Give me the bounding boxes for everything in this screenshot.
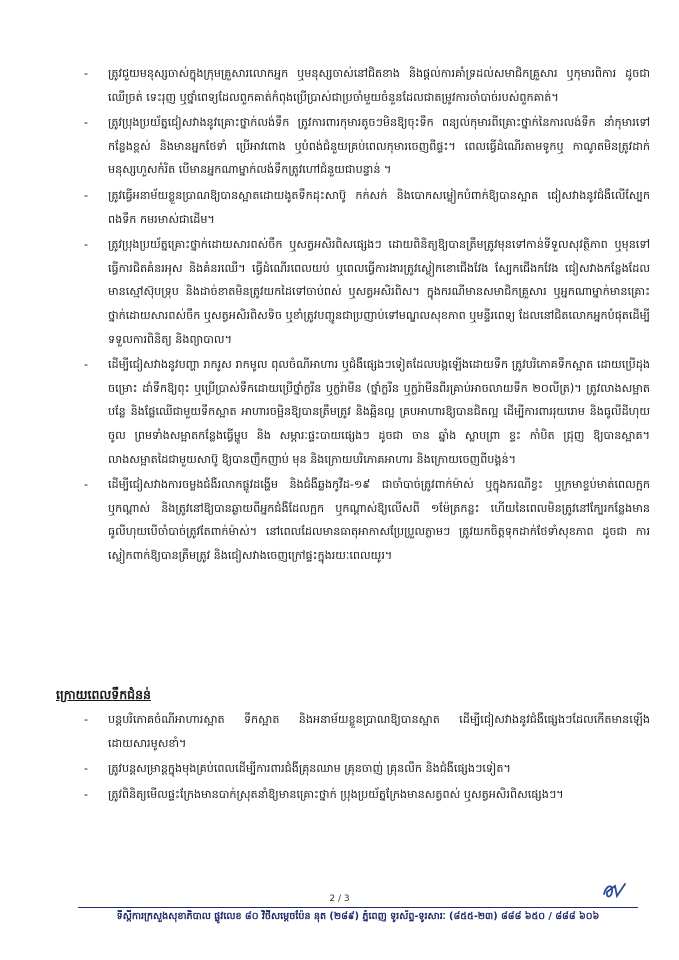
list-item-text: បន្តបរិភោគចំណីអាហារស្អាត ទឹកស្អាត និងអនាម័យខ្លួនប្រាណឱ្យបានស្អាត ដើម្បីជៀសវាងនូវជំងឺផ្សេងៗដែលកើតមានឡើងដោយសារមូសខាំ។ (108, 713, 650, 750)
bullet-dash: - (84, 238, 89, 252)
bullet-dash: - (84, 713, 89, 726)
bullet-dash: - (84, 67, 89, 80)
list-item (82, 233, 650, 351)
list-item-text: ដើម្បីជៀសវាងការចម្លងជំងឺរលាកផ្លូវដង្ហើម និងជំងឺឆ្លងកូវីដ-១៩ ជាចាំបាច់ត្រូវពាក់ម៉ាស់ ឬក្នុងករណីខ្វះ ឬក្រមាខ្ទប់មាត់ពេលក្អក ឬកណ្តាស់ និងត្រូវនៅឱ្យបានឆ្ងាយពីអ្នកជំងឺដែលក្អក ឬកណ្តាស់ឱ្យលើសពី ១ម៉ែត្រកន្លះ ហើយនៃពេលមិនត្រូវនៅក្បែរកន្លែងមានធូលីហុយបើចាំបាច់ត្រូវតែពាក់ម៉ាស់។ នៅពេលដែលមានធាតុអាកាសប្រែប្រួលភ្លាមៗ ត្រូវយកចិត្តទុកដាក់ថែទាំសុខភាព ដូចជា ការស្លៀកពាក់ឱ្យបានត្រឹមត្រូវ និងជៀសវាងចេញក្រៅផ្ទះក្នុងរយៈពេលយូរ។ (108, 478, 650, 562)
bullet-dash: - (84, 762, 89, 776)
bullet-dash: - (84, 116, 89, 130)
list-item-text: ដើម្បីជៀសវាងនូវបញ្ហា រាករូស រាកមូល ពុលចំណីអាហារ ឬជំងឺផ្សេងៗទៀតដែលបង្កឡើងដោយទឹក ត្រូវបរិភោគទឹកស្អាត ដោយប្រើដុងចម្រោះ ដាំទឹកឱ្យពុះ ឬប្រើប្រាស់ទឹកដោយប្រើថ្នាំក្លរីន ឬក្លរ៉ាមីន (ថ្នាំក្លរីន ឬក្លរ៉ាមីនពីរគ្រាប់អាចលាយទឹក ២០លីត្រ)។ ត្រូវលាងសម្អាតបន្លែ និងផ្លែឈើជាមួយទឹកស្អាត អាហារចម្អិនឱ្យបានត្រឹមត្រូវ និងឆ្អិនល្អ គ្របអាហារឱ្យបានជិតល្អ ដើម្បីការពាររុយរោម និងធូលីដីហុយចូល ព្រមទាំងសម្អាតកន្លែងធ្វើម្ហូប និង សម្ភារៈផ្ទះបាយផ្សេងៗ ដូចជា ចាន ឆ្នាំង ស្លាបព្រា ខ្ទះ កាំបិត ជ្រុញ ឱ្យបានស្អាត។ លាងសម្អាតដៃជាមួយសាប៊ូ ឱ្យបានញឹកញាប់ មុន និងក្រោយបរិភោគអាហារ និងក្រោយចេញពីបង្គន់។ (108, 358, 650, 466)
list-item-text: ត្រូវប្រុងប្រយ័ត្នគ្រោះថ្នាក់ដោយសារពស់ចឹក ឬសត្វអសិរពិសផ្សេងៗ ដោយពិនិត្យឱ្យបានត្រឹមត្រូវមុនទៅកាន់ទីទួលសុវត្ថិភាព ឬមុនទៅធ្វើការជិតគំនរអុស និងគំនរឈើ។ ធ្វើដំណើរពេលយប់ ឬពេលធ្វើការងារត្រូវស្លៀកខោជើងវែង ស្បែកជើងកវែង ជៀសវាងកន្លែងដែលមានស្មៅស៊ុបទ្រុប និងដាច់ខាតមិនត្រូវយកដៃទៅចាប់ពស់ ឬសត្វអសិរពិស។ ក្នុងករណីមានសមាជិកគ្រួសារ ឬអ្នកណាម្នាក់មានគ្រោះថ្នាក់ដោយសារពស់ចឹក ឬសត្វអសិរពិសទិច ឬខាំត្រូវបញ្ជូនជាប្រញាប់ទៅមណ្ឌលសុខភាព ឬមន្ទីរពេទ្យ ដែលនៅជិតលោកអ្នកបំផុតដើម្បីទទួលការពិនិត្យ និងព្យាបាល។ (108, 238, 650, 346)
signature-mark-icon (601, 880, 629, 902)
list-item-text: ត្រូវបន្តសម្រាន្តក្នុងមុងគ្រប់ពេលដើម្បីការពារជំងឺគ្រុនឈាម គ្រុនចាញ់ គ្រុនលឹក និងជំងឺផ្សេងៗទៀត។ (108, 762, 511, 776)
list-item-text: ត្រូវប្រុងប្រយ័ត្នជៀសវាងនូវគ្រោះថ្នាក់លង់ទឹក ត្រូវការពារកុមារតូចៗមិនឱ្យចុះទឹក ពន្យល់កុមារពីគ្រោះថ្នាក់នៃការលង់ទឹក នាំកុមារទៅកន្លែងខ្ពស់ និងមានអ្នកថែទាំ ប្រើអាវពោង ឬបំពង់ជំនួយគ្រប់ពេលកុមារចេញពីផ្ទះ។ ពេលធ្វើដំណើរតាមទូកឬ កាណូតមិនត្រូវដាក់មនុស្សហួសកំរិត បើមានអ្នកណាម្នាក់លង់ទឹកត្រូវហៅជំនួយជាបន្ទាន់ ។ (108, 116, 650, 177)
list-item (82, 473, 650, 567)
list-item-text: ត្រូវពិនិត្យមើលផ្ទះក្រែងមានបាក់ស្រុតនាំឱ្យមានគ្រោះថ្នាក់ ប្រុងប្រយ័ត្នក្រែងមានសត្វពស់ ឬសត្វអសិរពិសផ្សេងៗ។ (108, 787, 564, 801)
list-item (82, 353, 650, 471)
list-item (82, 184, 650, 231)
bullet-dash: - (84, 787, 89, 801)
page-number: 2 / 3 (329, 894, 350, 904)
bullet-dash: - (84, 358, 89, 372)
list-item (82, 708, 650, 755)
after-flood-list (82, 708, 650, 808)
list-item (82, 111, 650, 182)
footer-address: ទីស្តីការក្រសួងសុខាភិបាល ផ្លូវលេខ ៨០ វិថីសម្តេចប៉ែន នុត (២៨៩) ភ្នំពេញ ទូរស័ព្ទ-ទូរសារៈ (៨៥៥-២៣) ៨៨៨ ៦៥០ / ៨៨៨ ៦០៦ (116, 911, 600, 922)
precaution-list (82, 62, 650, 569)
bullet-dash: - (84, 188, 89, 202)
footer-divider (78, 907, 638, 908)
list-item (82, 62, 650, 109)
bullet-dash: - (84, 478, 89, 492)
list-item-text: ត្រូវជួយមនុស្សចាស់ក្នុងក្រុមគ្រួសារលោកអ្នក ឬមនុស្សចាស់នៅជិតខាង និងផ្តល់ការគាំទ្រដល់សមាជិកគ្រួសារ ឬកុមារពិការ ដូចជាឈើច្រត់ ទេះរុញ ឬថ្នាំពេទ្យដែលពួកគាត់កំពុងប្រើប្រាស់ជាប្រចាំមួយចំនួនដែលជាតម្រូវការចាំបាច់របស់ពួកគាត់។ (108, 67, 650, 104)
list-item (82, 783, 650, 807)
list-item (82, 757, 650, 781)
list-item-text: ត្រូវធ្វើអនាម័យខ្លួនប្រាណឱ្យបានស្អាតដោយងូតទឹកដុះសាប៊ូ កក់សក់ និងបោកសម្លៀកបំពាក់ឱ្យបានស្អាត ជៀសវាងនូវជំងឺលើស្បែក ពងទឹក កមរមាស់ជាដើម។ (108, 188, 650, 226)
section-heading-after-flood: ក្រោយពេលទឹកជំនន់ (56, 687, 151, 702)
